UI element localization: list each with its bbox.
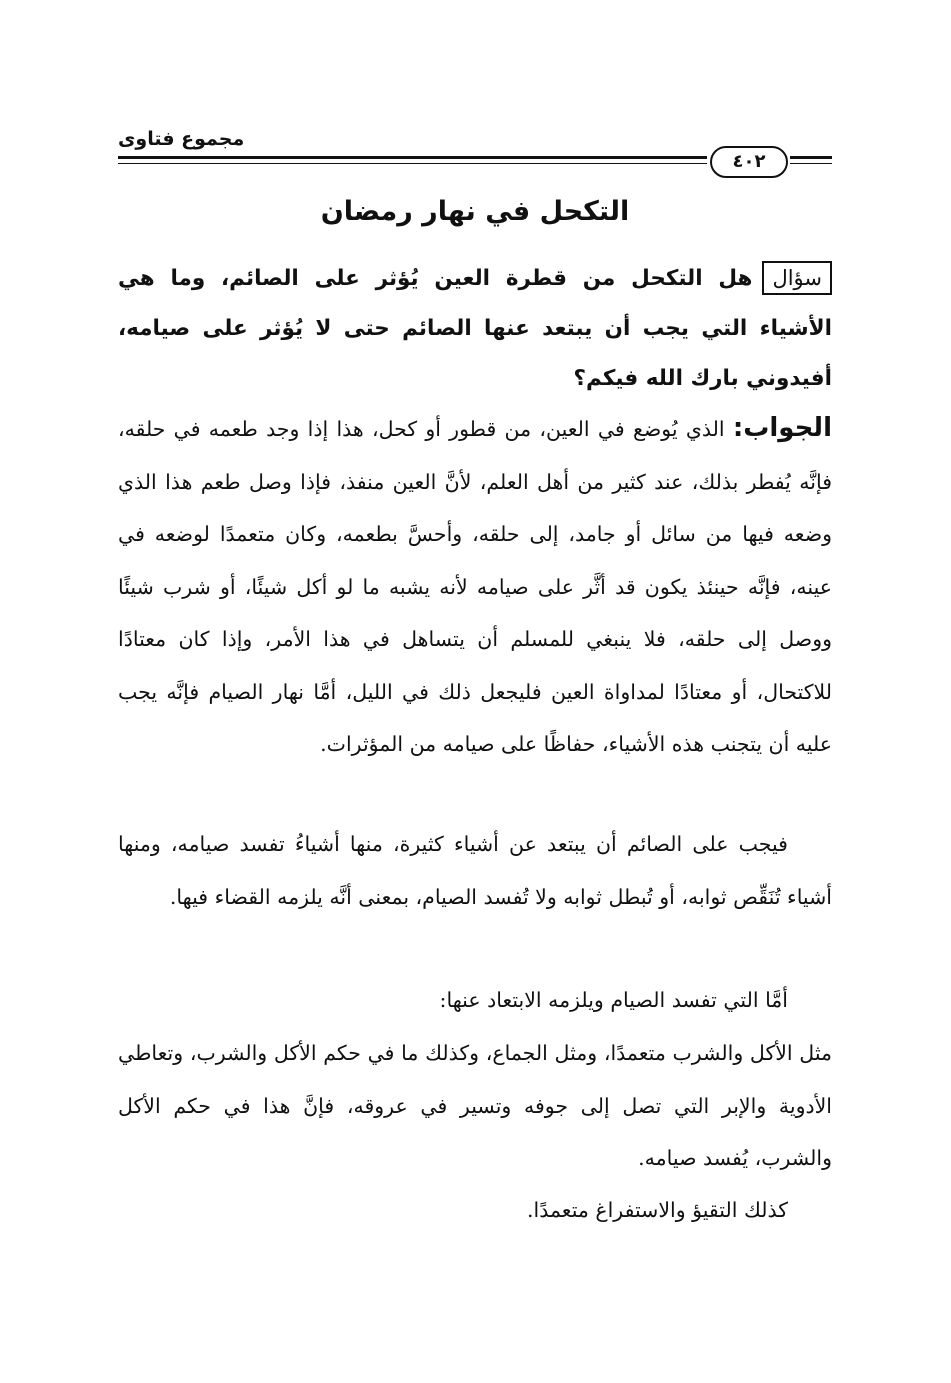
- book-title: مجموع فتاوى: [118, 128, 245, 150]
- paragraph: كذلك التقيؤ والاستفراغ متعمدًا.: [526, 1198, 788, 1222]
- question-block: [118, 254, 832, 404]
- page-number: ٤٠٢: [710, 146, 788, 178]
- question-text: هل التكحل من قطرة العين يُؤثر على الصائم، وما هي الأشياء التي يجب أن يبتعد عنها الصائم حتى لا يُؤثر على صيامه، أفيدوني بارك الله فيكم؟: [118, 266, 832, 391]
- paragraph: فيجب على الصائم أن يبتعد عن أشياء كثيرة، منها أشياءُ تفسد صيامه، ومنها أشياء تُنَقِّص ثوابه، أو تُبطل ثوابه ولا تُفسد الصيام، بمعنى أنَّه يلزمه القضاء فيها.: [118, 832, 832, 909]
- page-header: [118, 120, 832, 180]
- header-rule-thick-right: [790, 156, 832, 159]
- answer-text: الذي يُوضع في العين، من قطور أو كحل، هذا إذا وجد طعمه في حلقه، فإنَّه يُفطر بذلك، عند كثير من أهل العلم، لأنَّ العين منفذ، فإذا وصل طعم هذا الذي وضعه فيها من سائل أو جامد، إلى حلقه، وأحسَّ بطعمه، وكان متعمدًا لوضعه في عينه، فإنَّه حينئذ يكون قد أثَّر على صيامه لأنه يشبه ما لو أكل شيئًا، أو شرب شيئًا ووصل إلى حلقه، فلا ينبغي للمسلم أن يتساهل في هذا الأمر، وإذا كان معتادًا للاكتحال، أو معتادًا لمداواة العين فليجعل ذلك في الليل، أمَّا نهار الصيام فإنَّه يجب عليه أن يتجنب هذه الأشياء، حفاظًا على صيامه من المؤثرات.: [118, 417, 832, 756]
- question-label: سؤال: [762, 261, 832, 295]
- article-title: التكحل في نهار رمضان: [320, 196, 630, 227]
- answer-label: الجواب:: [732, 413, 832, 443]
- answer-block: [118, 402, 832, 771]
- header-rule-thin: [118, 163, 707, 164]
- header-rule-thick: [118, 156, 707, 159]
- paragraph: مثل الأكل والشرب متعمدًا، ومثل الجماع، وكذلك ما في حكم الأكل والشرب، وتعاطي الأدوية والإبر التي تصل إلى جوفه وتسير في عروقه، فإنَّ هذا في حكم الأكل والشرب، يُفسد صيامه.: [118, 1041, 832, 1170]
- paragraph: أمَّا التي تفسد الصيام ويلزمه الابتعاد عنها:: [439, 988, 788, 1012]
- header-rule-thin-right: [790, 163, 832, 164]
